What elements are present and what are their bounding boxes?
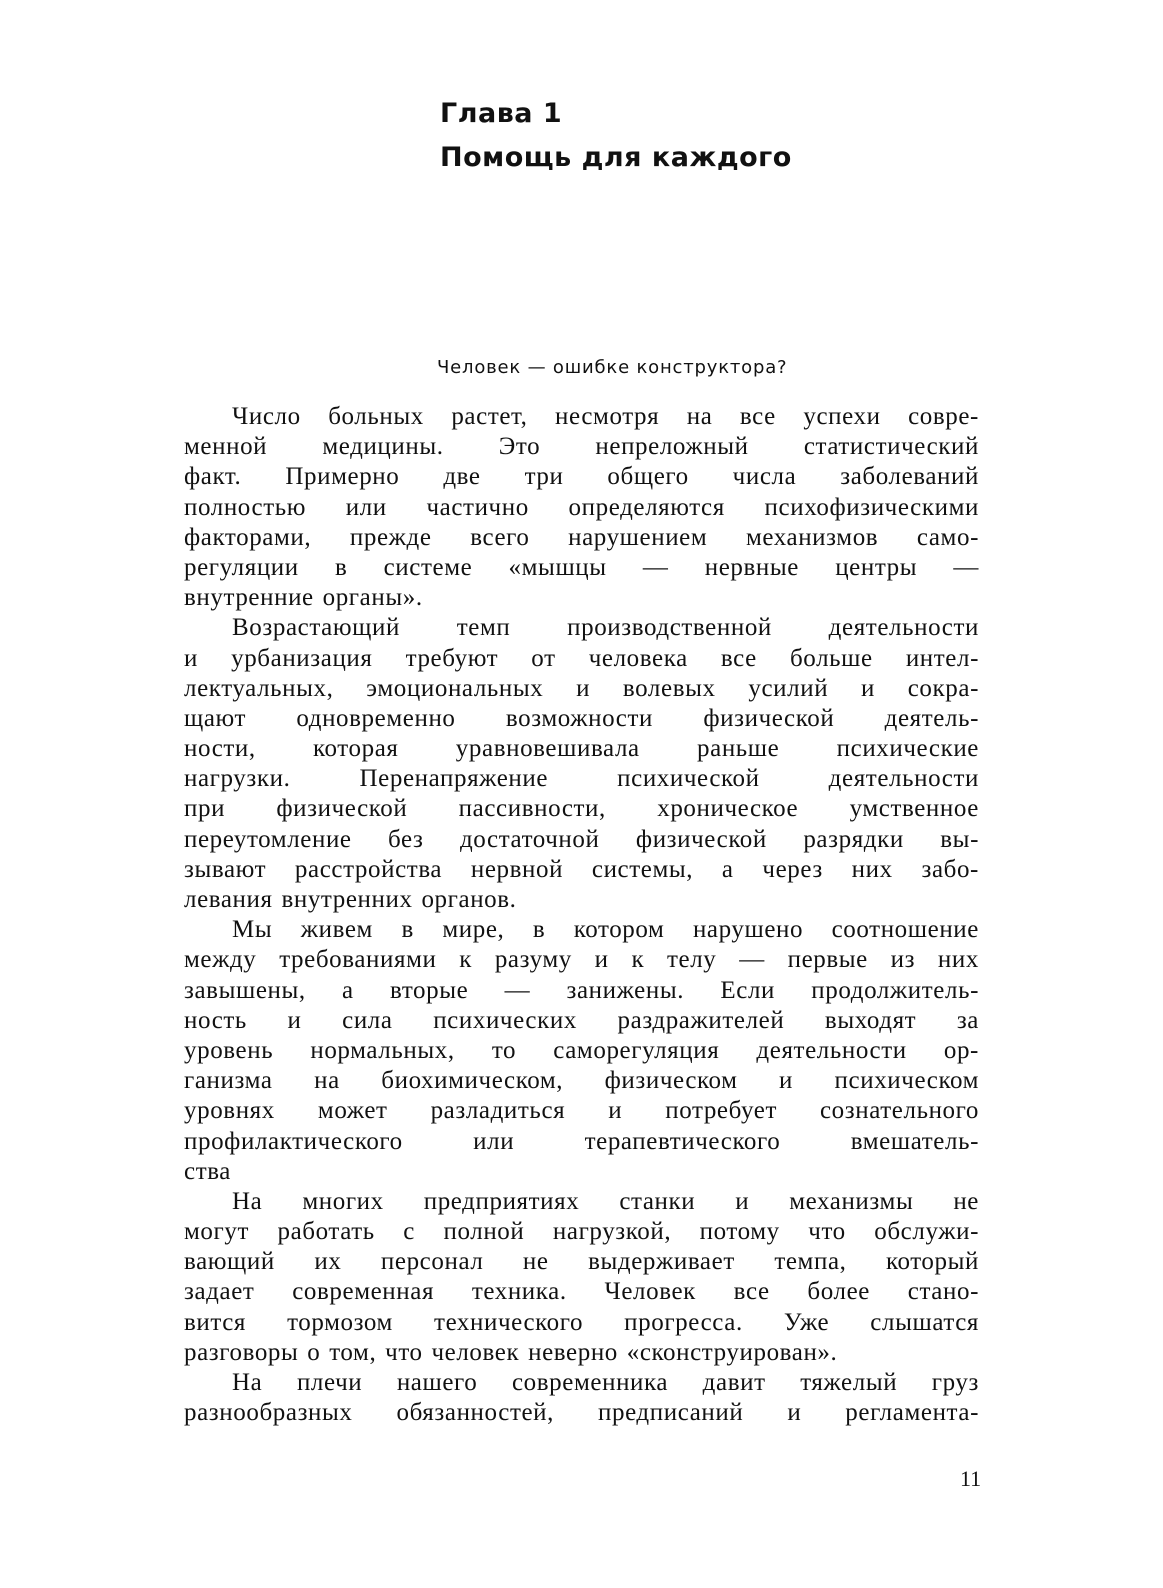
text-line: ности, которая уравновешивала раньше психические xyxy=(184,735,979,763)
text-line: ства xyxy=(184,1157,231,1185)
text-line: менной медицины. Это непреложный статистический xyxy=(184,433,979,461)
text-line: профилактического или терапевтического вмешатель- xyxy=(184,1127,979,1155)
text-line: завышены, а вторые — занижены. Если продолжитель- xyxy=(184,976,979,1004)
text-line: внутренние органы». xyxy=(184,584,423,612)
chapter-number: Глава 1 xyxy=(440,98,563,129)
text-line: ность и сила психических раздражителей выходят за xyxy=(184,1006,979,1034)
text-line: Мы живем в мире, в котором нарушено соотношение xyxy=(232,916,979,944)
text-line: ганизма на биохимическом, физическом и психическом xyxy=(184,1067,979,1095)
text-line: между требованиями к разуму и к телу — первые из них xyxy=(184,946,979,974)
chapter-heading xyxy=(440,92,792,180)
text-line: На многих предприятиях станки и механизмы не xyxy=(232,1187,979,1215)
body-text xyxy=(184,402,979,1428)
text-line: уровень нормальных, то саморегуляция деятельности ор- xyxy=(184,1036,979,1064)
text-line: разговоры о том, что человек неверно «сконструирован». xyxy=(184,1338,838,1366)
text-line: вится тормозом технического прогресса. Уже слышатся xyxy=(184,1308,979,1336)
text-line: уровнях может разладиться и потребует сознательного xyxy=(184,1097,979,1125)
text-line: факт. Примерно две три общего числа заболеваний xyxy=(184,463,979,491)
text-line: полностью или частично определяются психофизическими xyxy=(184,493,979,521)
paragraph xyxy=(184,915,979,1187)
text-line: Возрастающий темп производственной деятельности xyxy=(232,614,979,642)
text-line: и урбанизация требуют от человека все больше интел- xyxy=(184,644,979,672)
text-line: регуляции в системе «мышцы — нервные центры — xyxy=(184,553,979,581)
paragraph xyxy=(184,613,979,915)
text-line: задает современная техника. Человек все более стано- xyxy=(184,1278,979,1306)
text-line: зывают расстройства нервной системы, а через них забо- xyxy=(184,855,979,883)
text-line: могут работать с полной нагрузкой, потому что обслужи- xyxy=(184,1218,979,1246)
text-line: разнообразных обязанностей, предписаний и регламента- xyxy=(184,1399,979,1427)
text-line: На плечи нашего современника давит тяжелый груз xyxy=(232,1369,979,1396)
paragraph xyxy=(184,1368,979,1428)
paragraph xyxy=(184,1187,979,1368)
section-title: Человек — ошибке конструктора? xyxy=(437,357,788,378)
text-line: нагрузки. Перенапряжение психической деятельности xyxy=(184,765,979,793)
text-line: лектуальных, эмоциональных и волевых усилий и сокра- xyxy=(184,674,979,702)
text-line: Число больных растет, несмотря на все успехи совре- xyxy=(232,403,979,430)
page-number: 11 xyxy=(960,1466,982,1491)
text-line: переутомление без достаточной физической разрядки вы- xyxy=(184,825,979,853)
text-line: левания внутренних органов. xyxy=(184,886,517,913)
text-line: вающий их персонал не выдерживает темпа, который xyxy=(184,1248,979,1276)
text-line: щают одновременно возможности физической деятель- xyxy=(184,704,979,732)
text-line: факторами, прежде всего нарушением механизмов само- xyxy=(184,523,979,551)
paragraph xyxy=(184,402,979,613)
text-line: при физической пассивности, хроническое умственное xyxy=(184,795,979,823)
chapter-title: Помощь для каждого xyxy=(440,142,792,173)
